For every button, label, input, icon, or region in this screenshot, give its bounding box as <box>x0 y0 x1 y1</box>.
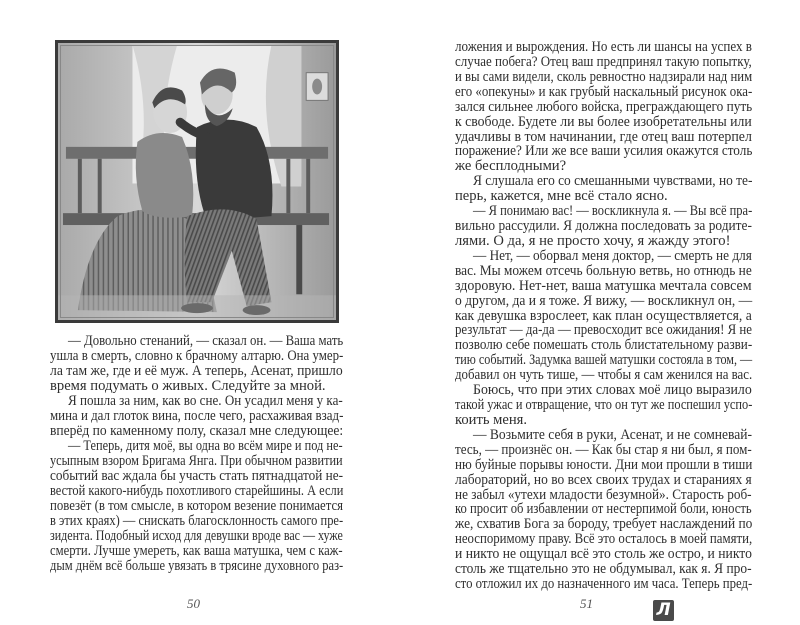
text-line: о другом, да и я тоже. Я вижу, — воскликнул он, — <box>455 292 753 309</box>
text-line: — Возьмите себя в руки, Асенат, и не сомневай- <box>473 426 752 443</box>
text-line: событий вас ждала бы участь стать пятнадцатой не- <box>50 468 344 484</box>
text-line: случае побега? Отец ваш предпринял такую попытку, <box>455 53 752 70</box>
text-line: ушла в смерть, словно к брачному алтарю. Она умер- <box>50 348 344 364</box>
text-line: Боюсь, что при этих словах моё лицо выразило <box>473 382 752 399</box>
engraving-image <box>58 43 336 320</box>
left-page-text <box>50 334 343 574</box>
text-line: такой ужас и отвращение, что он тут же поспешил успо- <box>455 397 753 414</box>
text-line: же бесплодными? <box>455 158 567 175</box>
text-line: — Нет, — оборвал меня доктор, — смерть не для <box>473 247 752 264</box>
text-line: Я пошла за ним, как во сне. Он усадил меня у ка- <box>68 393 343 409</box>
text-line: не забыл «утехи младости безумной». Старость роб- <box>455 486 752 503</box>
text-line: ла там же, где и её муж. А теперь, Асенат, пришло <box>50 363 343 379</box>
right-page-text <box>455 40 752 592</box>
text-line: коить меня. <box>455 411 528 428</box>
text-line: добавил он чуть тише, — чтобы я сам женился на вас. <box>455 367 753 384</box>
text-line: тию событий. Задумка вашей матушки состояла в том, — <box>455 352 753 369</box>
text-line: — Довольно стенаний, — сказал он. — Ваша мать <box>68 333 344 349</box>
text-line: лями. О да, я не просто хочу, я жажду этого! <box>455 232 731 249</box>
text-line: результат — да-да — превосходит все ожидания! Я не <box>455 322 752 339</box>
text-line: — Теперь, дитя моё, вы одна во всём мире и под не- <box>68 438 343 454</box>
woman-bodice <box>136 133 194 218</box>
text-line: ко просит об избавлении от нестерпимой боли, юность <box>455 501 752 518</box>
page-number-right: 51 <box>580 596 593 611</box>
right-page <box>400 0 800 625</box>
text-line: столь же тщательно это не обдумывал, как я. Я про- <box>455 561 752 578</box>
text-line: вас. Мы можем отсечь больную ветвь, но отнюдь не <box>455 262 752 279</box>
text-line: перь, кажется, мне всё стало ясно. <box>455 188 668 205</box>
text-line: вильно рассудили. Я должна последовать за родите- <box>455 218 752 235</box>
text-line: и вы сами видели, сколь ревностно надзирали над ним <box>455 68 753 85</box>
publisher-logo-icon: Л <box>653 600 674 621</box>
text-line: вперёд по каменному полу, сказал мне следующее: <box>50 423 344 439</box>
text-line: удачливы в том начинании, где отец ваш потерпел <box>455 128 752 145</box>
text-line: усыпным взором Бригама Янга. При обычном развитии <box>50 453 343 469</box>
text-line: Я слушала его со смешанными чувствами, но те- <box>473 173 753 190</box>
text-line: — Я понимаю вас! — воскликнула я. — Вы всё пра- <box>473 203 753 220</box>
text-line: повезёт (в том смысле, в котором везение понимается <box>50 498 344 514</box>
text-line: ложения и вырождения. Но есть ли шансы на успех в <box>455 39 752 55</box>
text-line: в этих краях) — снискать благосклонность самого пре- <box>50 513 344 529</box>
text-line: зался сильнее любого войска, преграждающего путь <box>455 98 753 115</box>
text-line: поражение? Или же все ваши усилия окажутся столь <box>455 143 753 160</box>
page-number-left: 50 <box>187 596 200 611</box>
text-line: позволю себе помешать столь блистательному разви- <box>455 337 753 354</box>
text-line: же, схватив Бога за бороду, требует наслаждений по <box>455 516 753 533</box>
bench-leg <box>296 225 302 294</box>
text-line: лабораторий, но во всех своих трудах и стараниях я <box>455 471 752 488</box>
text-line: дым днём всё больше увязать в трясине духовного раз- <box>50 558 344 574</box>
text-line: мина и дал глоток вина, после чего, расхаживая взад- <box>50 408 344 424</box>
floor <box>58 295 336 320</box>
text-line: тесь, — произнёс он. — Как бы стар я ни был, я пом- <box>455 441 752 458</box>
text-line: здоровую. Нет-нет, ваша матушка мечтала совсем <box>455 277 752 294</box>
text-line: зидента. Подобный исход для девушки вроде вас — хуже <box>50 528 343 544</box>
text-line: время подумать о живых. Следуйте за мной. <box>50 378 326 394</box>
text-line: как девушка взрослеет, как план осуществляется, а <box>455 307 752 324</box>
illustration-engraving <box>55 40 339 323</box>
portrait-silhouette <box>312 79 322 95</box>
text-line: к свободе. Будете ли вы более изобретательны или <box>455 113 752 130</box>
text-line: и никто не ощущал всё это столь же остро, и никто <box>455 546 752 563</box>
text-line: сто отложил их до назначенного им часа. Теперь пред- <box>455 576 753 593</box>
text-line: ню буйные порывы юности. Дни мои прошли в тиши <box>455 456 753 473</box>
text-line: смерти. Лучше умереть, как ваша матушка, чем с каж- <box>50 543 343 559</box>
text-line: неоспоримому праву. Всё это осталось в моей памяти, <box>455 531 753 548</box>
text-line: вестой какого-нибудь похотливого старейшины. А если <box>50 483 344 499</box>
text-line: его «опекуны» и как грубый наскальный рисунок ока- <box>455 83 753 100</box>
